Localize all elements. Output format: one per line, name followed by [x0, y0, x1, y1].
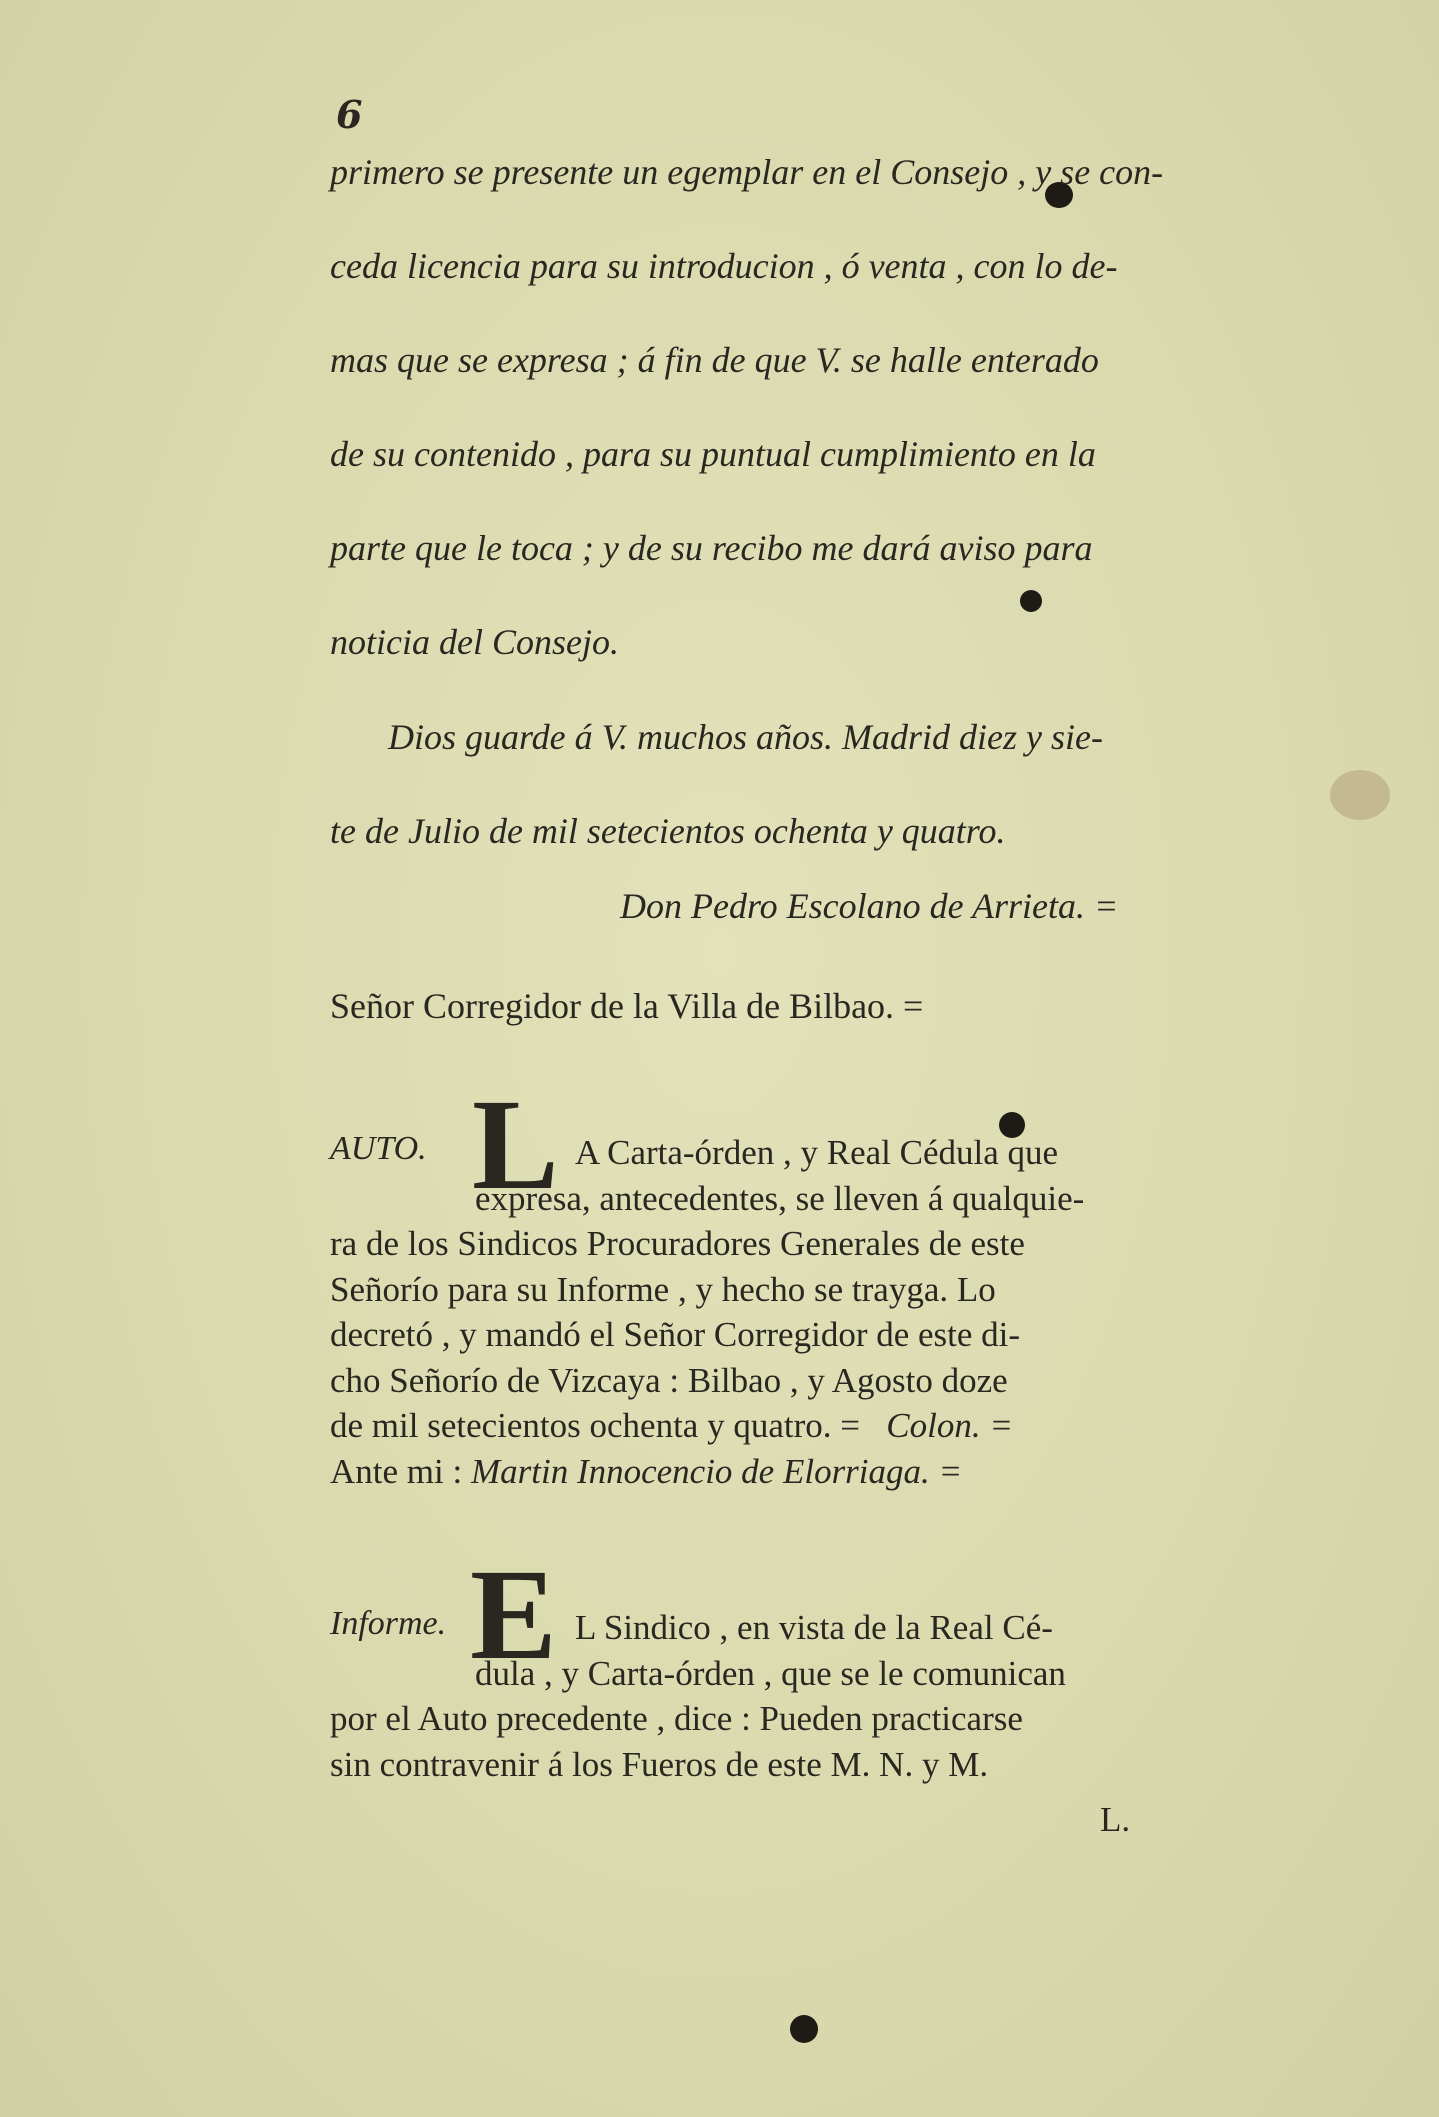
- catchword: L.: [1100, 1800, 1131, 1839]
- text-line: dula , y Carta-órden , que se le comunican: [475, 1653, 1066, 1693]
- text-line: por el Auto precedente , dice : Pueden practicarse: [330, 1699, 1023, 1738]
- informe-paragraph: [330, 1605, 1200, 1787]
- text-line: parte que le toca ; y de su recibo me dará aviso para: [330, 528, 1093, 568]
- text-segment: Ante mi :: [330, 1451, 463, 1491]
- letter-body: [330, 125, 1200, 689]
- paper-stain: [1330, 770, 1390, 820]
- text-line: sin contravenir á los Fueros de este M. N. y M.: [330, 1744, 989, 1784]
- text-line: Señorío para su Informe , y hecho se trayga. Lo: [330, 1269, 996, 1309]
- drop-cap-l: L: [472, 1073, 559, 1217]
- ink-spot: [790, 2015, 818, 2043]
- drop-cap-e: E: [470, 1543, 557, 1687]
- text-line: Dios guarde á V. muchos años. Madrid diez y sie-: [388, 717, 1103, 757]
- informe-margin-label: Informe.: [330, 1605, 447, 1642]
- text-line: de su contenido , para su puntual cumplimiento en la: [330, 434, 1096, 474]
- signature: Don Pedro Escolano de Arrieta. =: [620, 886, 1119, 926]
- text-line: te de Julio de mil setecientos ochenta y quatro.: [330, 811, 1006, 851]
- text-line: mas que se expresa ; á fin de que V. se halle enterado: [330, 340, 1099, 380]
- text-line: cho Señorío de Vizcaya : Bilbao , y Agosto doze: [330, 1360, 1008, 1400]
- text-line: decretó , y mandó el Señor Corregidor de este di-: [330, 1315, 1021, 1354]
- text-line: ceda licencia para su introducion , ó venta , con lo de-: [330, 246, 1118, 286]
- addressee: Señor Corregidor de la Villa de Bilbao. =: [330, 986, 924, 1026]
- text-line: expresa, antecedentes, se lleven á qualquie-: [475, 1178, 1085, 1218]
- text-line: A Carta-órden , y Real Cédula que: [575, 1133, 1059, 1172]
- text-line: ra de los Sindicos Procuradores Generales de este: [330, 1224, 1025, 1263]
- valediction: [330, 690, 1200, 878]
- text-segment: de mil setecientos ochenta y quatro. =: [330, 1406, 860, 1445]
- text-line: L Sindico , en vista de la Real Cé-: [575, 1608, 1053, 1647]
- signer-colon: Colon. =: [886, 1406, 1013, 1445]
- text-line: primero se presente un egemplar en el Consejo , y se con-: [330, 152, 1164, 192]
- text-line: noticia del Consejo.: [330, 622, 619, 662]
- auto-paragraph: [330, 1130, 1200, 1494]
- auto-margin-label: AUTO.: [330, 1130, 427, 1167]
- page-number: 6: [336, 92, 363, 137]
- text-line: [330, 1449, 1200, 1495]
- signer-elorriaga: Martin Innocencio de Elorriaga. =: [470, 1451, 963, 1491]
- text-line: [330, 1403, 1200, 1449]
